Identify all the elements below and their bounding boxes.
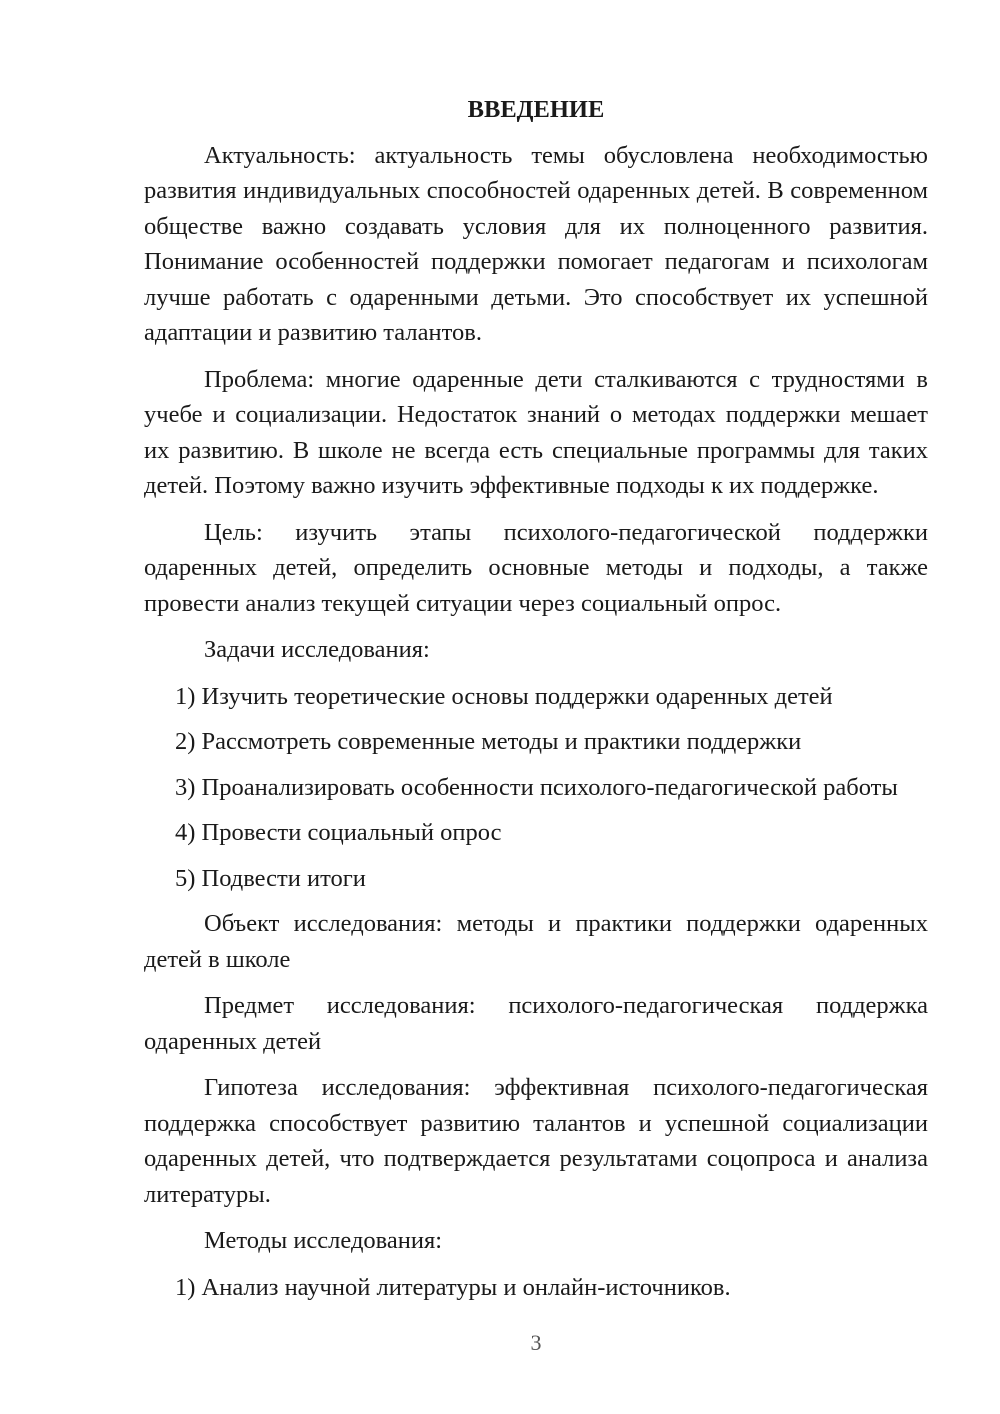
- paragraph-problem: Проблема: многие одаренные дети сталкиваются с трудностями в учебе и социализации. Недостаток знаний о методах поддержки мешает их развитию. В школе не всегда есть специальные программы для таких детей. Поэтому важно изучить эффективные подходы к их поддержке.: [144, 365, 928, 499]
- paragraph-hypothesis: Гипотеза исследования: эффективная психолого-педагогическая поддержка способствует развитию талантов и успешной социализации одаренных детей, что подтверждается результатами соцопроса и анализа литературы.: [144, 1074, 928, 1208]
- tasks-heading: Задачи исследования:: [204, 636, 430, 663]
- list-item: 3) Проанализировать особенности психолого-педагогической работы: [175, 773, 898, 801]
- page-number: 3: [530, 1330, 542, 1355]
- paragraph-subject: Предмет исследования: психолого-педагогическая поддержка одаренных детей: [144, 992, 928, 1055]
- paragraph-goal: Цель: изучить этапы психолого-педагогической поддержки одаренных детей, определить основные методы и подходы, а также провести анализ текущей ситуации через социальный опрос.: [144, 518, 928, 617]
- paragraph-relevance: Актуальность: актуальность темы обусловлена необходимостью развития индивидуальных способностей одаренных детей. В современном обществе важно создавать условия для их полноценного развития. Понимание особенностей поддержки помогает педагогам и психологам лучше работать с одаренными детьми. Это способствует их успешной адаптации и развитию талантов.: [144, 141, 928, 346]
- list-item: 1) Анализ научной литературы и онлайн-источников.: [175, 1273, 731, 1301]
- list-item: 1) Изучить теоретические основы поддержки одаренных детей: [175, 682, 833, 710]
- list-item: 4) Провести социальный опрос: [175, 819, 502, 846]
- tasks-list: [144, 679, 928, 897]
- page-content: [144, 92, 928, 1315]
- list-item: 5) Подвести итоги: [175, 864, 366, 892]
- methods-list: [144, 1270, 928, 1306]
- list-item: 2) Рассмотреть современные методы и практики поддержки: [175, 728, 802, 755]
- paragraph-object: Объект исследования: методы и практики поддержки одаренных детей в школе: [144, 910, 928, 973]
- page-title: ВВЕДЕНИЕ: [467, 96, 605, 123]
- methods-heading: Методы исследования:: [204, 1227, 443, 1254]
